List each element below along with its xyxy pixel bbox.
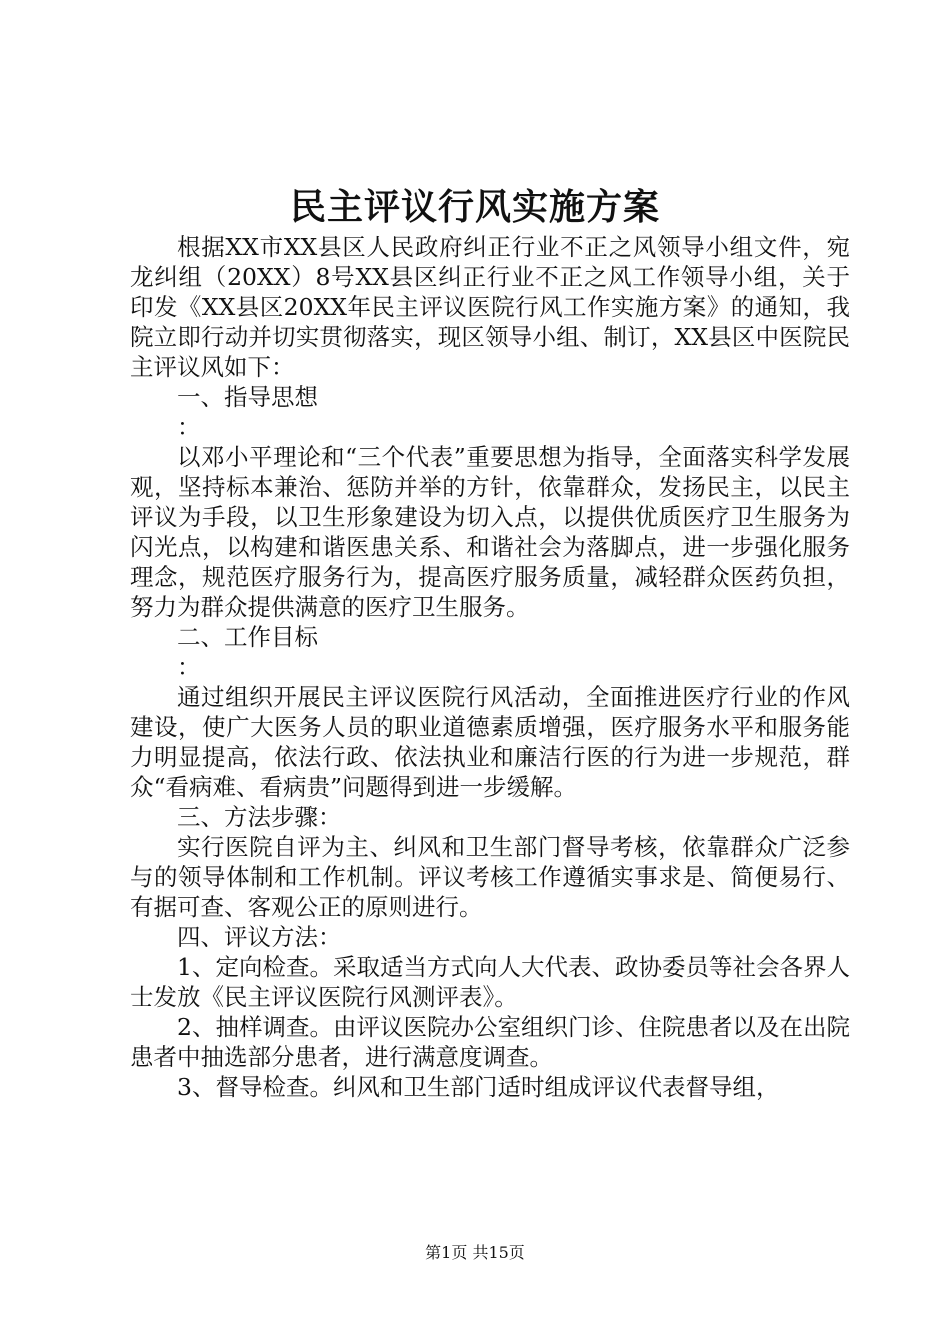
evaluation-item-2: 2、抽样调查。由评议医院办公室组织门诊、住院患者以及在出院患者中抽选部分患者，进行满意度调查。 — [130, 1013, 850, 1071]
section-colon: ： — [177, 653, 201, 681]
section-heading-method-steps: 三、方法步骤： — [177, 803, 342, 831]
method-steps-paragraph: 实行医院自评为主、纠风和卫生部门督导考核，依靠群众广泛参与的领导体制和工作机制。评议考核工作遵循实事求是、简便易行、有据可查、客观公正的原则进行。 — [130, 833, 850, 921]
work-goals-paragraph: 通过组织开展民主评议医院行风活动，全面推进医疗行业的作风建设，使广大医务人员的职业道德素质增强，医疗服务水平和服务能力明显提高，依法行政、依法执业和廉洁行医的行为进一步规范，群众“看病难、看病贵”问题得到进一步缓解。 — [130, 683, 850, 801]
section-heading-work-goals: 二、工作目标 — [177, 623, 318, 651]
evaluation-item-3: 3、督导检查。纠风和卫生部门适时组成评议代表督导组， — [177, 1073, 780, 1101]
section-heading-guiding-ideology: 一、指导思想 — [177, 383, 318, 411]
document-body — [130, 232, 850, 1102]
section-colon: ： — [177, 413, 201, 441]
section-heading-evaluation-methods: 四、评议方法： — [177, 923, 342, 951]
page-footer: 第1页 共15页 — [425, 1243, 525, 1262]
evaluation-item-1: 1、定向检查。采取适当方式向人大代表、政协委员等社会各界人士发放《民主评议医院行风测评表》。 — [130, 953, 850, 1011]
document-title: 民主评议行风实施方案 — [289, 186, 660, 228]
intro-paragraph: 根据XX市XX县区人民政府纠正行业不正之风领导小组文件，宛龙纠组（20XX）8号XX县区纠正行业不正之风工作领导小组，关于印发《XX县区20XX年民主评议医院行风工作实施方案》的通知，我院立即行动并切实贯彻落实，现区领导小组、制订，XX县区中医院民主评议风如下： — [130, 233, 850, 381]
guiding-ideology-paragraph: 以邓小平理论和“三个代表”重要思想为指导，全面落实科学发展观，坚持标本兼治、惩防并举的方针，依靠群众，发扬民主，以民主评议为手段，以卫生形象建设为切入点，以提供优质医疗卫生服务为闪光点，以构建和谐医患关系、和谐社会为落脚点，进一步强化服务理念，规范医疗服务行为，提高医疗服务质量，减轻群众医药负担，努力为群众提供满意的医疗卫生服务。 — [130, 443, 850, 621]
